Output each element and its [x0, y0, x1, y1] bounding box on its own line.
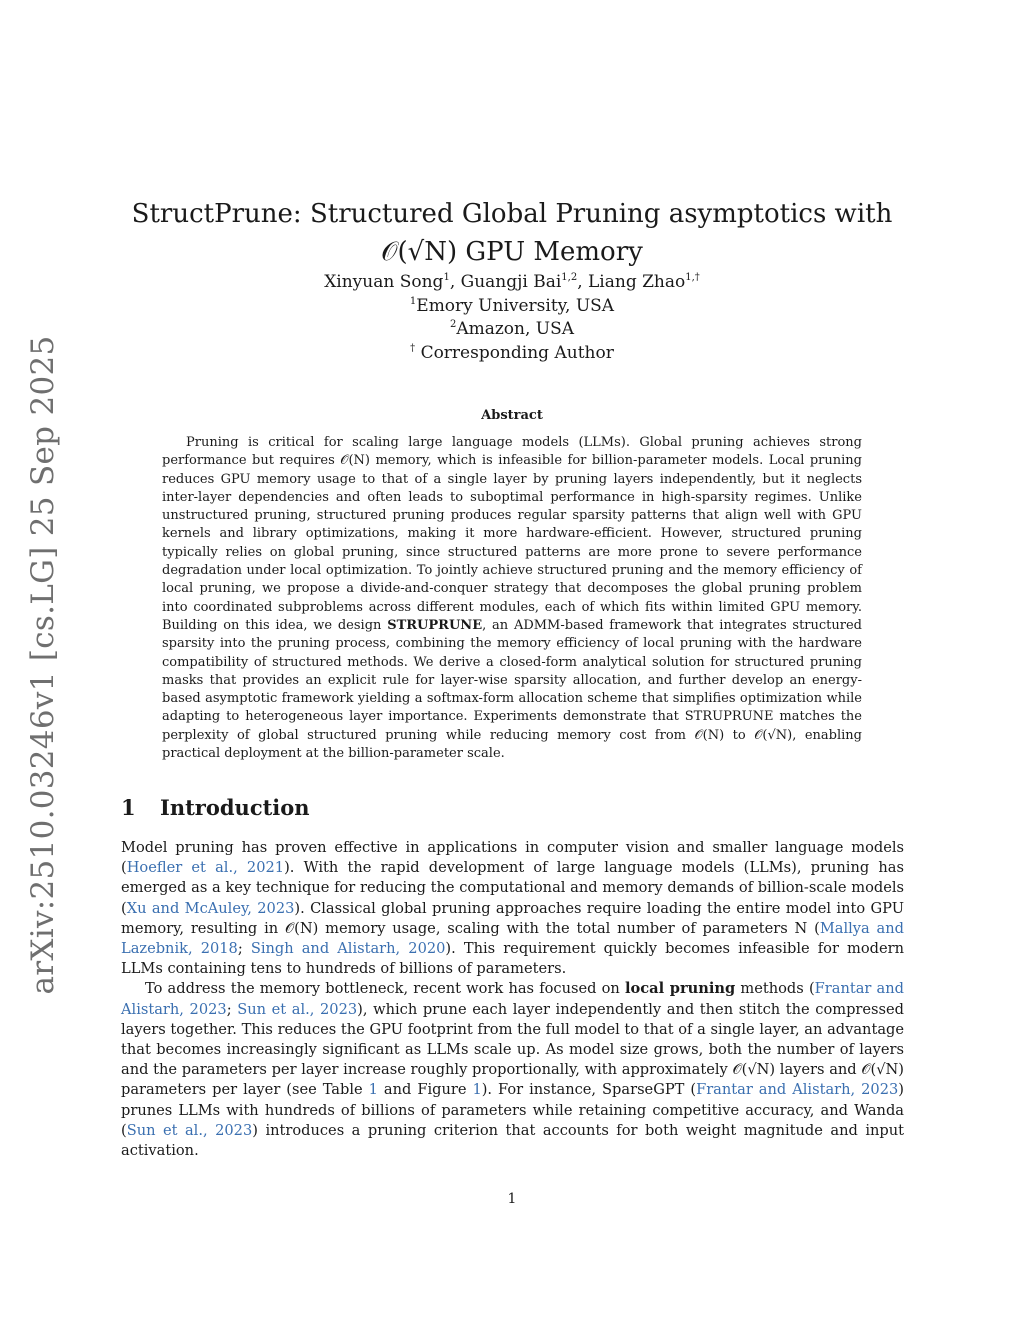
text-run: ). For instance, SparseGPT ( [481, 1081, 697, 1099]
abstract-body [162, 434, 862, 763]
section-heading-introduction [121, 795, 821, 820]
corresponding-text: Corresponding Author [420, 342, 614, 363]
text-run: ). Classical global pruning approaches require loading the entire model into GPU memory, resulting in 𝒪(N) memory usage, scaling with the total number of parameters N ( [121, 899, 904, 937]
corresponding-mark: † [410, 342, 416, 354]
author-affiliation-mark: 1 [443, 272, 450, 283]
author-affiliation-mark: 1,† [685, 272, 700, 283]
intro-paragraph-1 [121, 838, 904, 979]
table-reference-link[interactable]: 1 [368, 1081, 378, 1099]
abstract-heading: Abstract [481, 408, 543, 423]
text-run: ), which prune each layer independently and then stitch the compressed layers together. This reduces the GPU footprint from the full model to that of a single layer, an advantage that becomes increasingly significant as LLMs scale up. As model size grows, both the number of layers and the parameters per layer increase roughly proportionally, with approximately 𝒪(√N) layers and 𝒪(√N) parameters per layer (see Table [121, 1000, 904, 1099]
abstract-text-run: , an ADMM-based framework that integrates structured sparsity into the pruning process, combining the memory efficiency of local pruning with the hardware compatibility of structured methods. We derive a closed-form analytical solution for structured pruning masks that provides an explicit rule for layer-wise sparsity allocation, and further develop an energy-based asymptotic framework yielding a softmax-form allocation scheme that simplifies optimization while adapting to heterogeneous layer importance. Experiments demonstrate that STRUPRUNE matches the perplexity of global structured pruning while reducing memory cost from 𝒪(N) to 𝒪(√N), enabling practical deployment at the billion-parameter scale. [162, 617, 862, 762]
text-run: ). This requirement quickly becomes infeasible for modern LLMs containing tens to hundreds of billions of parameters. [121, 940, 904, 978]
citation-link[interactable]: Sun et al., 2023 [237, 1000, 358, 1018]
section-number: 1 [121, 795, 136, 820]
corresponding-author-note [200, 342, 824, 366]
intro-paragraph-2 [121, 979, 904, 1161]
citation-link[interactable]: Frantar and Alistarh, 2023 [696, 1081, 899, 1099]
text-run: and Figure [377, 1081, 473, 1099]
abstract-text-run: Pruning is critical for scaling large language models (LLMs). Global pruning achieves strong performance but requires 𝒪(N) memory, which is infeasible for billion-parameter models. Local pruning reduces GPU memory usage to that of a single layer by pruning layers independently, but it neglects inter-layer dependencies and often leads to suboptimal performance in high-sparsity regimes. Unlike unstructured pruning, structured pruning produces regular sparsity patterns that align well with GPU kernels and library optimizations, making it more hardware-efficient. However, structured pruning typically relies on global pruning, since structured patterns are more prone to severe performance degradation under local optimization. To jointly achieve structured pruning and the memory efficiency of local pruning, we propose a divide-and-conquer strategy that decomposes the global pruning problem into coordinated subproblems across different modules, each of which fits within limited GPU memory. Building on this idea, we design [162, 435, 862, 633]
introduction-body [121, 838, 904, 1161]
citation-link[interactable]: Frantar and Alistarh, 2023 [121, 980, 905, 1018]
text-run: methods ( [735, 980, 815, 998]
text-run: ). With the rapid development of large language models (LLMs), pruning has emerged as a key technique for reducing the computational and memory demands of billion-scale models ( [121, 859, 904, 917]
citation-link[interactable]: Singh and Alistarh, 2020 [250, 940, 446, 958]
bold-term: local pruning [624, 980, 736, 998]
text-run: ) introduces a pruning criterion that accounts for both weight magnitude and input activation. [121, 1121, 905, 1160]
text-run: Model pruning has proven effective in applications in computer vision and smaller language models ( [121, 839, 904, 877]
citation-link[interactable]: Xu and McAuley, 2023 [126, 899, 295, 917]
arxiv-identifier-stamp: arXiv:2510.03246v1 [cs.LG] 25 Sep 2025 [25, 335, 61, 995]
affiliation-text: Emory University, USA [416, 295, 615, 316]
citation-link[interactable]: Sun et al., 2023 [126, 1121, 253, 1139]
text-run: To address the memory bottleneck, recent work has focused on [145, 980, 625, 998]
author-name: Xinyuan Song [324, 272, 444, 292]
text-run: ; [226, 1000, 238, 1018]
author-block [200, 271, 824, 365]
citation-link[interactable]: Mallya and Lazebnik, 2018 [121, 919, 904, 958]
citation-link[interactable]: Hoefler et al., 2021 [126, 859, 285, 877]
text-run: ) prunes LLMs with hundreds of billions of parameters while retaining competitive accuracy, and Wanda ( [121, 1081, 904, 1139]
author-list: Xinyuan Song$^1$, Guangji Bai$^{1,2}$, Liang Zhao$^{1,\dagger}$ [324, 272, 700, 292]
author-name: Guangji Bai [460, 272, 562, 292]
abstract-paragraph [162, 434, 862, 763]
method-name-bold: STRUPRUNE [387, 617, 483, 633]
paper-title: StructPrune: Structured Global Pruning asymptotics with 𝒪(√N) GPU Memory [131, 199, 893, 268]
affiliation-mark: 2 [449, 319, 457, 330]
section-title: Introduction [160, 795, 310, 820]
figure-reference-link[interactable]: 1 [472, 1081, 482, 1099]
author-name: Liang Zhao [588, 272, 686, 292]
author-affiliation-mark: 1,2 [561, 272, 578, 283]
affiliation-text: Amazon, USA [456, 319, 575, 339]
text-run: ; [237, 940, 251, 958]
affiliation-1 [200, 295, 824, 319]
affiliation-mark: 1 [409, 295, 417, 307]
page-number: 1 [507, 1191, 517, 1207]
affiliation-2 [200, 318, 824, 342]
